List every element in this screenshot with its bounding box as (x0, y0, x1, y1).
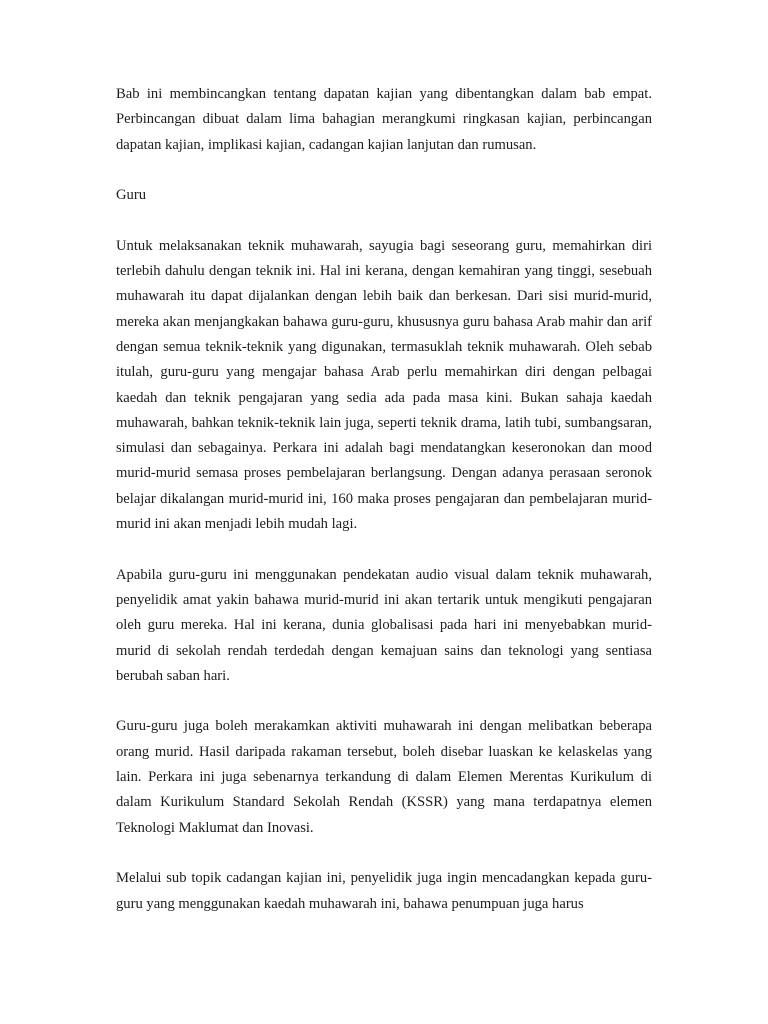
intro-paragraph: Bab ini membincangkan tentang dapatan kajian yang dibentangkan dalam bab empat. Perbincangan dibuat dalam lima bahagian merangkumi ringkasan kajian, perbincangan dapatan kajian, implikasi kajian, cadangan kajian lanjutan dan rumusan. (116, 86, 652, 153)
section-heading: Guru (116, 187, 146, 204)
paragraph-4: Melalui sub topik cadangan kajian ini, penyelidik juga ingin mencadangkan kepada guru-guru yang menggunakan kaedah muhawarah ini, bahawa penumpuan juga harus (116, 870, 652, 912)
document-body (116, 82, 652, 942)
paragraph-2: Apabila guru-guru ini menggunakan pendekatan audio visual dalam teknik muhawarah, penyelidik amat yakin bahawa murid-murid ini akan tertarik untuk mengikuti pengajaran oleh guru mereka. Hal ini kerana, dunia globalisasi pada hari ini menyebabkan murid-murid di sekolah rendah terdedah dengan kemajuan sains dan teknologi yang sentiasa berubah saban hari. (116, 566, 652, 684)
paragraph-3: Guru-guru juga boleh merakamkan aktiviti muhawarah ini dengan melibatkan beberapa orang murid. Hasil daripada rakaman tersebut, boleh disebar luaskan ke kelaskelas yang lain. Perkara ini juga sebenarnya terkandung di dalam Elemen Merentas Kurikulum di dalam Kurikulum Standard Sekolah Rendah (KSSR) yang mana terdapatnya elemen Teknologi Maklumat dan Inovasi. (116, 718, 652, 836)
paragraph-1: Untuk melaksanakan teknik muhawarah, sayugia bagi seseorang guru, memahirkan diri terlebih dahulu dengan teknik ini. Hal ini kerana, dengan kemahiran yang tinggi, sesebuah muhawarah itu dapat dijalankan dengan lebih baik dan berkesan. Dari sisi murid-murid, mereka akan menjangkakan bahawa guru-guru, khususnya guru bahasa Arab mahir dan arif dengan semua teknik-teknik yang digunakan, termasuklah teknik muhawarah. Oleh sebab itulah, guru-guru yang mengajar bahasa Arab perlu memahirkan diri dengan pelbagai kaedah dan teknik pengajaran yang sedia ada pada masa kini. Bukan sahaja kaedah muhawarah, bahkan teknik-teknik lain juga, seperti teknik drama, latih tubi, sumbangsaran, simulasi dan sebagainya. Perkara ini adalah bagi mendatangkan keseronokan dan mood murid-murid semasa proses pembelajaran berlangsung. Dengan adanya perasaan seronok belajar dikalangan murid-murid ini, 160 maka proses pengajaran dan pembelajaran murid-murid ini akan menjadi lebih mudah lagi. (116, 237, 652, 533)
